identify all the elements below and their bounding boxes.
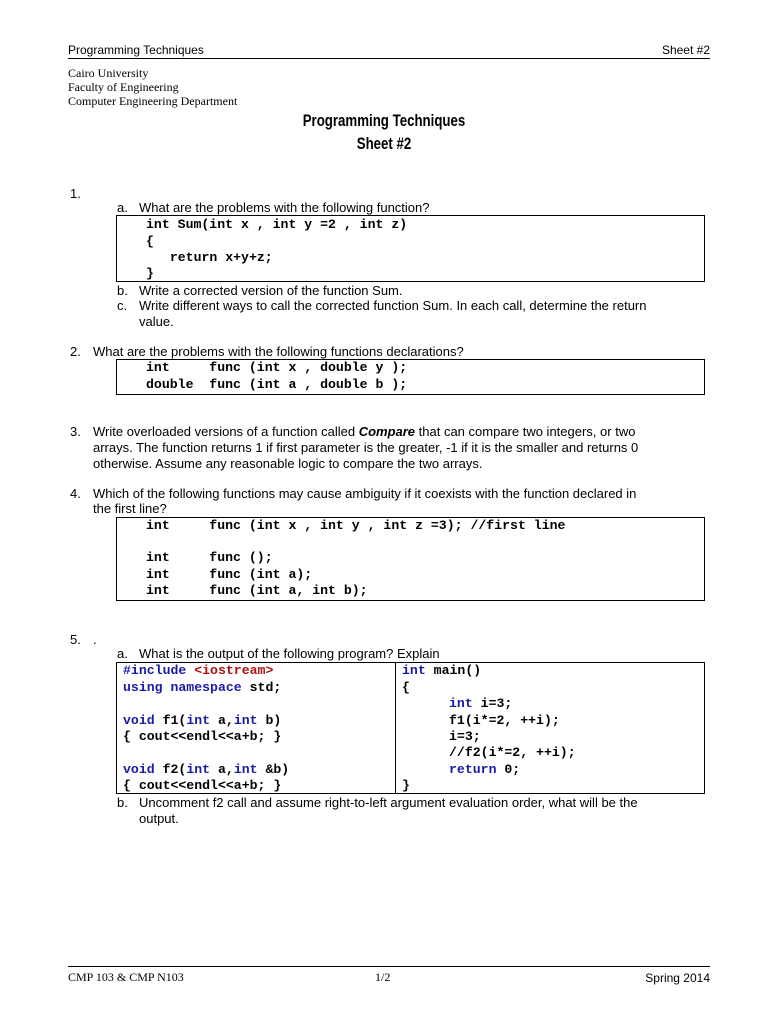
q1-code-line: { [146,234,154,249]
header-rule [68,58,710,59]
q5-using-line [123,680,281,697]
f2-param-a: a, [210,762,234,777]
q2-code-line: int func (int x , double y ); [146,360,408,375]
q3-number: 3. [70,424,81,439]
void-keyword: void [123,762,155,777]
decl-rest: i=3; [472,696,513,711]
q1-c-text-2: value. [139,314,174,329]
int-keyword: int [449,696,473,711]
institution-faculty: Faculty of Engineering [68,80,179,94]
q2-text: What are the problems with the following functions declarations? [93,344,464,359]
q5-main-close-brace: } [402,778,410,793]
void-keyword: void [123,713,155,728]
page-title: Programming Techniques [302,111,466,130]
q5-b-text-2: output. [139,811,179,826]
q2-number: 2. [70,344,81,359]
q2-code-line: double func (int a , double b ); [146,377,408,392]
q4-line1: Which of the following functions may cause ambiguity if it coexists with the function declared in [93,486,637,501]
q5-reset-line: i=3; [449,729,481,744]
q5-number: 5. [70,632,81,647]
q3-line2: arrays. The function returns 1 if first parameter is the greater, -1 if it is the smaller and returns 0 [93,440,639,455]
return-keyword: return [449,762,497,777]
footer-rule [68,966,710,967]
return-rest: 0; [496,762,521,777]
footer-left: CMP 103 & CMP N103 [68,970,184,984]
q1-a-text: What are the problems with the following function? [139,200,430,215]
q4-code-line: int func (); [146,550,273,565]
q1-a-label: a. [117,200,128,215]
q5-include-line [123,663,273,680]
f2-param-b: &b) [257,762,290,777]
q1-code-box [116,215,705,282]
q5-code-box [116,662,705,794]
q1-b-label: b. [117,283,128,298]
q5-f1-body: { cout<<endl<<a+b; } [123,729,282,744]
int-keyword: int [186,713,211,728]
q1-c-label: c. [117,298,128,313]
q3-line3: otherwise. Assume any reasonable logic to compare the two arrays. [93,456,483,471]
header-right: Sheet #2 [661,43,710,57]
include-library: <iostream> [194,663,274,678]
q5-code-divider [395,663,396,793]
q1-code-line: int Sum(int x , int y =2 , int z) [146,217,408,232]
q5-dot: . [93,632,97,647]
q5-f2-signature [123,762,289,779]
q5-return-line [449,762,520,779]
q1-code-line: return x+y+z; [154,250,273,265]
using-keyword: using namespace [123,680,242,695]
q1-code-line: } [146,266,154,281]
q3-compare-emphasis: Compare [358,424,416,439]
header-left: Programming Techniques [68,43,204,57]
q1-number: 1. [70,186,81,201]
q5-call2-line: //f2(i*=2, ++i); [449,745,576,760]
institution-department: Computer Engineering Department [68,94,238,108]
q5-b-text-1: Uncomment f2 call and assume right-to-left argument evaluation order, what will be the [139,795,638,810]
using-rest: std; [241,680,282,695]
footer-right: Spring 2014 [645,971,710,985]
q5-f1-signature [123,713,281,730]
q4-code-box [116,517,705,601]
q5-main-open-brace: { [402,680,410,695]
q4-line2: the first line? [93,501,167,516]
q3-line1-pre: Write overloaded versions of a function called [93,424,359,439]
int-keyword: int [233,713,258,728]
q5-call1-line: f1(i*=2, ++i); [449,713,560,728]
q1-c-text-1: Write different ways to call the corrected function Sum. In each call, determine the return [139,298,647,313]
q4-number: 4. [70,486,81,501]
int-keyword: int [233,762,258,777]
q5-f2-body: { cout<<endl<<a+b; } [123,778,282,793]
q4-code-line: int func (int a, int b); [146,583,368,598]
q4-code-line: int func (int x , int y , int z =3); //first line [146,518,566,533]
int-keyword: int [186,762,211,777]
q3-line1 [93,424,635,440]
q2-code-box [116,359,705,395]
int-keyword: int [402,663,426,678]
institution-university: Cairo University [68,66,149,80]
footer-center: 1/2 [375,970,391,984]
main-rest: main() [425,663,482,678]
f1-param-a: a, [210,713,234,728]
f2-name: f2( [154,762,187,777]
q5-a-text: What is the output of the following program? Explain [139,646,440,661]
q5-a-label: a. [117,646,128,661]
f1-param-b: b) [257,713,282,728]
q1-b-text: Write a corrected version of the function Sum. [139,283,403,298]
q4-code-line: int func (int a); [146,567,313,582]
q5-b-label: b. [117,795,128,810]
q3-line1-post: that can compare two integers, or two [415,424,636,439]
f1-name: f1( [154,713,187,728]
include-keyword: #include [123,663,187,678]
q5-main-signature [402,663,481,680]
page-subtitle: Sheet #2 [356,134,412,153]
q5-decl-line [449,696,512,713]
